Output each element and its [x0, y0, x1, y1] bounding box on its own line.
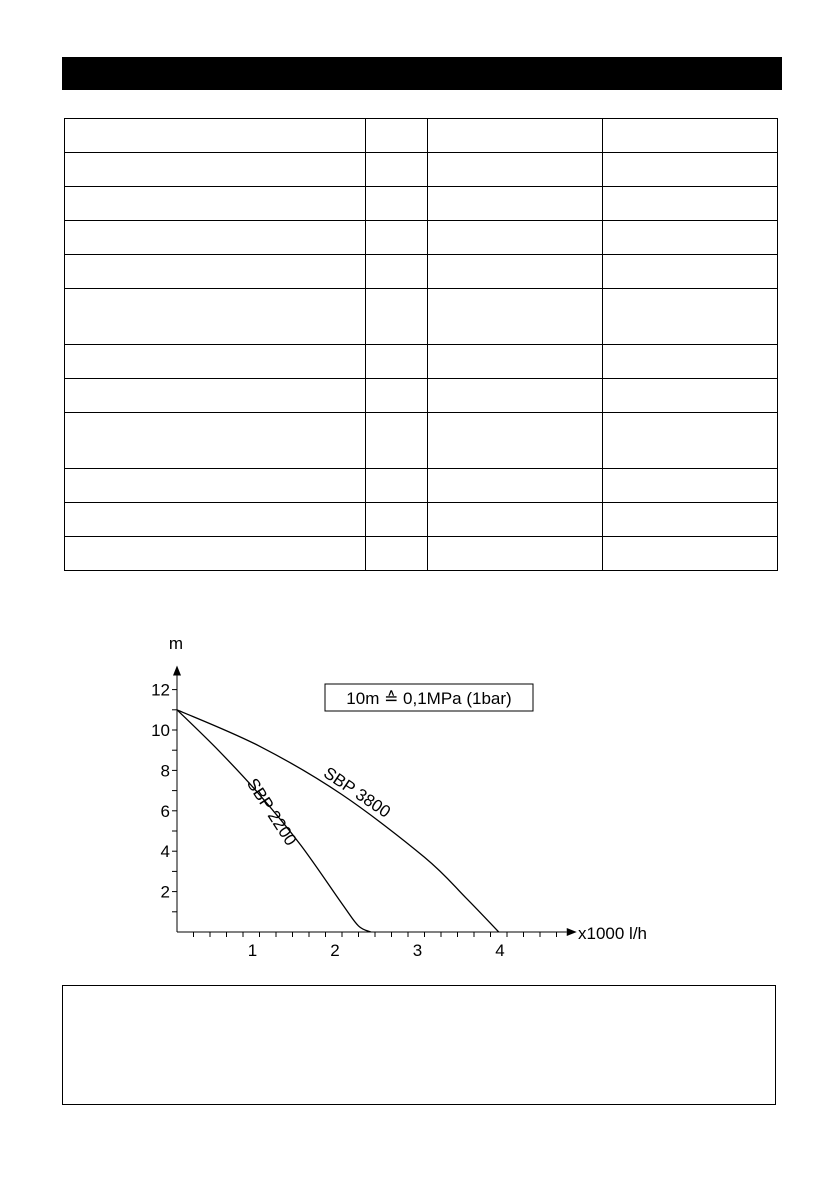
y-tick-label: 12 [151, 680, 170, 700]
note-box [62, 985, 776, 1105]
series-label: SBP 2200 [242, 774, 301, 850]
annotation-text: 10m ≙ 0,1MPa (1bar) [346, 689, 512, 708]
x-axis-label: x1000 l/h [578, 924, 647, 943]
y-tick-label: 4 [160, 842, 170, 862]
y-axis-label: m [168, 634, 184, 653]
x-tick-label: 2 [330, 941, 340, 960]
y-axis-arrow [173, 665, 181, 675]
series-label: SBP 3800 [320, 763, 395, 822]
chart-series [177, 710, 499, 932]
y-tick-label: 6 [160, 801, 170, 821]
x-tick-label: 4 [495, 941, 505, 960]
chart-annotation [325, 684, 533, 711]
y-tick-label: 10 [151, 721, 170, 740]
x-tick-label: 1 [247, 941, 258, 960]
y-tick-label: 8 [160, 761, 170, 781]
x-tick-label: 3 [412, 941, 423, 960]
x-axis-arrow [567, 928, 577, 936]
y-tick-label: 2 [160, 882, 170, 902]
